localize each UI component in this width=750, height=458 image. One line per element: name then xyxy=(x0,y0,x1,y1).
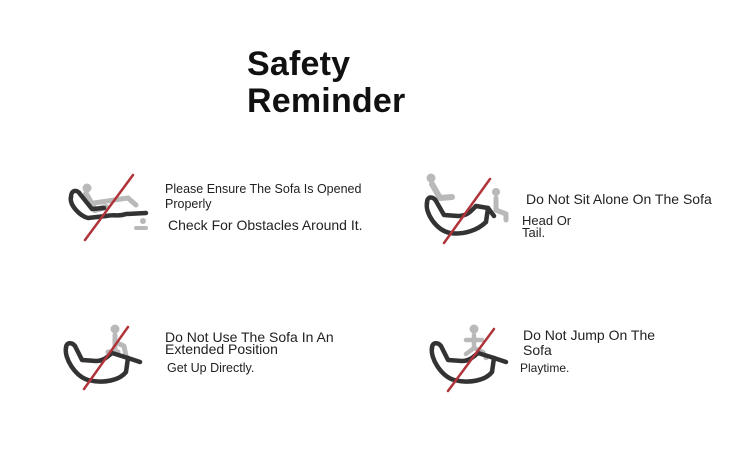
title-line-1: Safety xyxy=(247,45,351,83)
item-heading-cont: Extended Position xyxy=(165,341,278,357)
sofa-jump-icon xyxy=(428,322,512,394)
item-heading: Do Not Jump On The xyxy=(523,327,656,343)
item-heading-cont: Properly xyxy=(165,197,212,211)
item-detail: Head Or xyxy=(522,213,572,228)
item-heading: Do Not Sit Alone On The Sofa xyxy=(526,191,712,207)
item-heading: Please Ensure The Sofa Is Opened xyxy=(165,182,362,196)
item-detail: Get Up Directly. xyxy=(167,361,255,375)
sofa-obstacle-icon xyxy=(66,172,154,244)
item-heading-cont: Sofa xyxy=(523,342,552,358)
item-detail: Playtime. xyxy=(520,361,570,375)
sofa-sit-alone-icon xyxy=(422,170,512,248)
item-heading: Do Not Use The Sofa In An xyxy=(165,329,334,345)
page-title xyxy=(247,46,405,120)
item-detail: Check For Obstacles Around It. xyxy=(168,217,363,233)
sofa-extended-icon xyxy=(62,322,146,392)
title-line-2: Reminder xyxy=(247,82,406,120)
item-detail-cont: Tail. xyxy=(522,225,546,240)
